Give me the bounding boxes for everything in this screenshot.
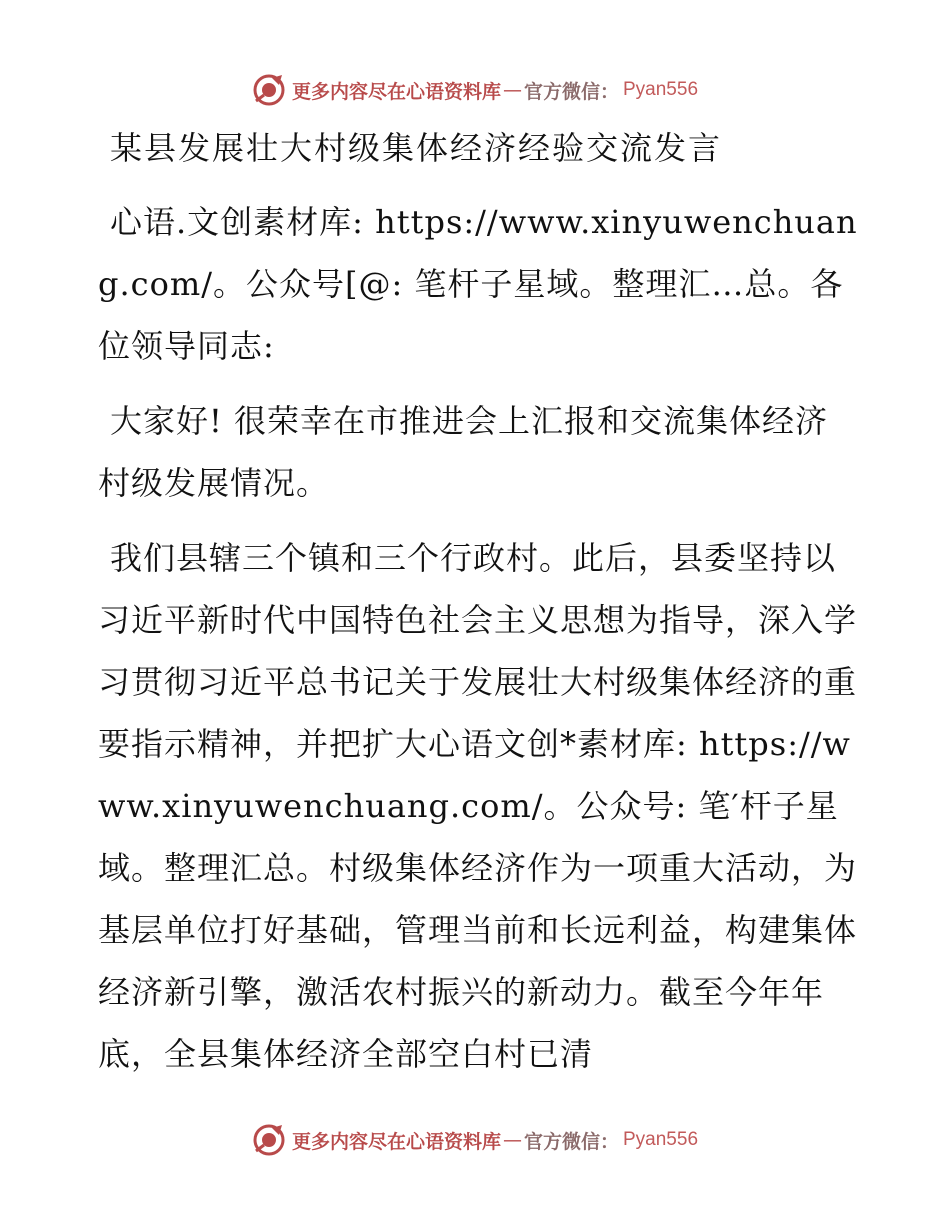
watermark-id: Pyan556	[623, 79, 699, 100]
paragraph-source-note: 心语.文创素材库: https://www.xinyuwenchuang.com/。公众号[@: 笔杆子星域。整理汇…总。各位领导同志:	[98, 203, 858, 365]
paragraph-greeting: 大家好! 很荣幸在市推进会上汇报和交流集体经济村级发展情况。	[98, 402, 829, 502]
document-title: 某县发展壮大村级集体经济经验交流发言	[110, 129, 723, 167]
footer-watermark	[0, 1120, 950, 1160]
watermark-text: 更多内容尽在心语资料库	[291, 1130, 501, 1153]
pen-logo-icon	[252, 1123, 286, 1157]
watermark-label: 官方微信：	[523, 1130, 619, 1153]
paragraph-main: 我们县辖三个镇和三个行政村。此后，县委坚持以习近平新时代中国特色社会主义思想为指导，深入学习贯彻习近平总书记关于发展壮大村级集体经济的重要指示精神，并把扩大心语文创*素材库: https://www.xinyuwenchuang.com/。公众号: 笔′杆子星域。整理汇总。村级集体经济作为一项重大活动，为基层单位打好基础，管理当前和长远利益，构建集体经济新引擎，激活农村振兴的新动力。截至今年年底，全县集体经济全部空白村已清	[98, 539, 858, 1073]
document-body	[98, 117, 858, 1085]
watermark-id: Pyan556	[623, 1129, 699, 1150]
watermark-text: 更多内容尽在心语资料库	[291, 80, 501, 103]
watermark-separator: —	[502, 79, 522, 101]
watermark-separator: —	[502, 1129, 522, 1151]
pen-logo-icon	[252, 73, 286, 107]
header-watermark	[0, 70, 950, 110]
watermark-label: 官方微信：	[523, 80, 619, 103]
